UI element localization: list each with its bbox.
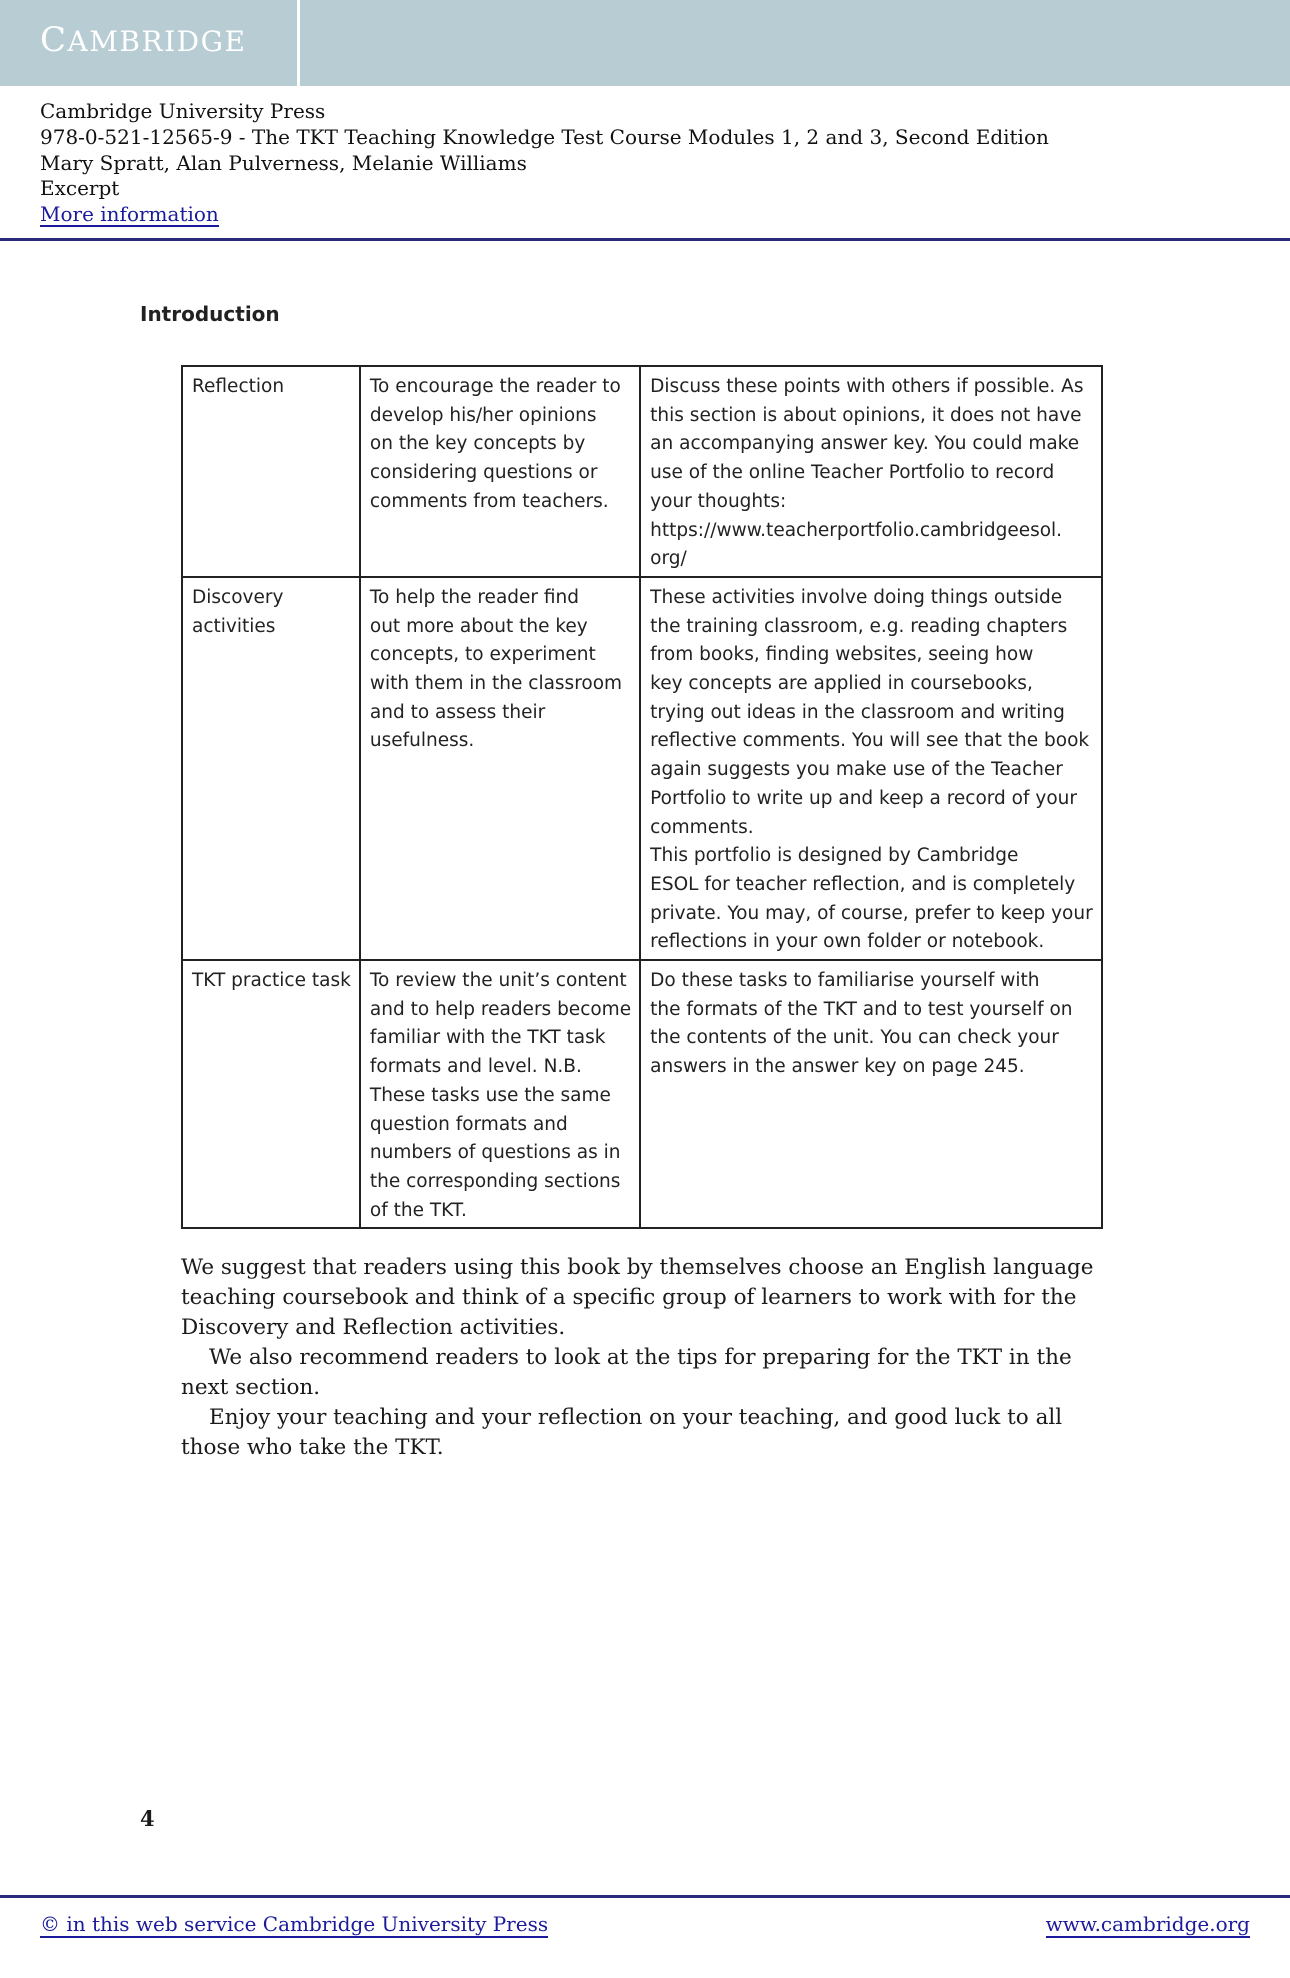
cell-text-line: To help the reader find	[369, 586, 580, 608]
cell-text-line: and to assess their	[369, 701, 546, 723]
paragraph-2: We also recommend readers to look at the tips for preparing for the TKT in the next section.	[181, 1345, 1072, 1400]
features-table	[181, 365, 1103, 1229]
body-text	[181, 1253, 1101, 1463]
table-row	[182, 960, 1102, 1228]
cell-text-line: ESOL for teacher reflection, and is completely	[650, 873, 1076, 895]
cell-text-line: use of the online Teacher Portfolio to record	[650, 462, 1055, 484]
isbn-title: 978-0-521-12565-9 - The TKT Teaching Knowledge Test Course Modules 1, 2 and 3, Second Edition	[40, 124, 1049, 149]
cell-text-line: considering questions or	[369, 462, 598, 484]
cell-text-line: out more about the key	[369, 615, 588, 637]
cell-text-line: the training classroom, e.g. reading chapters	[650, 615, 1068, 637]
authors: Mary Spratt, Alan Pulverness, Melanie Williams	[40, 150, 527, 175]
cell-text-line: Portfolio to write up and keep a record of your	[650, 787, 1077, 809]
cell-text-line: Do these tasks to familiarise yourself with	[650, 970, 1040, 992]
cell-text-line: the contents of the unit. You can check your	[650, 1027, 1059, 1049]
cell-text-line: question formats and	[369, 1113, 568, 1135]
section-heading: Introduction	[140, 302, 280, 326]
cell-text-line: with them in the classroom	[369, 673, 623, 695]
publisher-name: Cambridge University Press	[40, 99, 326, 123]
cell-text-line: TKT practice task	[192, 970, 351, 992]
cell-text-line: this section is about opinions, it does not have	[650, 404, 1082, 426]
header-banner	[0, 0, 1290, 86]
cell-text-line: comments.	[650, 816, 754, 838]
cell-text-line: and to help readers become	[369, 998, 632, 1020]
cell-text-line: reflective comments. You will see that the book	[650, 730, 1090, 752]
feature-purpose-cell	[360, 960, 640, 1228]
cell-text-line: key concepts are applied in coursebooks,	[650, 673, 1033, 695]
cell-text-line: numbers of questions as in	[369, 1142, 621, 1164]
cell-text-line: org/	[650, 548, 687, 570]
page-number: 4	[140, 1806, 155, 1831]
table-row	[182, 577, 1102, 960]
footer-rule	[0, 1895, 1290, 1898]
cell-text-line: an accompanying answer key. You could make	[650, 433, 1080, 455]
cell-text-line: Reflection	[192, 376, 285, 397]
feature-purpose-cell	[360, 577, 640, 960]
cell-text-line: trying out ideas in the classroom and writing	[650, 701, 1065, 723]
header-rule	[0, 238, 1290, 241]
paragraph-3: Enjoy your teaching and your reflection on your teaching, and good luck to all those who take the TKT.	[181, 1405, 1063, 1460]
banner-divider	[297, 0, 300, 86]
cell-text-line: Discuss these points with others if possible. As	[650, 376, 1084, 397]
website-link[interactable]: www.cambridge.org	[1045, 1912, 1250, 1936]
cell-text-line: comments from teachers.	[369, 490, 609, 512]
cell-text-line: https://www.teacherportfolio.cambridgeesol.	[650, 519, 1063, 541]
cell-text-line: of the TKT.	[369, 1199, 467, 1221]
cell-text-line: These activities involve doing things outside	[650, 586, 1063, 608]
cell-text-line: from books, finding websites, seeing how	[650, 644, 1034, 666]
cell-text-line: formats and level. N.B.	[369, 1056, 582, 1078]
cell-text-line: Discovery	[192, 586, 284, 608]
paragraph-1: We suggest that readers using this book by themselves choose an English language teaching coursebook and think of a specific group of learners to work with for the Discovery and Reflection activities.	[181, 1255, 1094, 1340]
cell-text-line: To review the unit’s content	[369, 970, 627, 992]
cell-text-line: These tasks use the same	[369, 1084, 611, 1106]
cell-text-line: on the key concepts by	[369, 433, 586, 455]
copyright-link[interactable]: © in this web service Cambridge University Press	[40, 1912, 549, 1936]
cell-text-line: private. You may, of course, prefer to keep your	[650, 902, 1093, 924]
feature-name-cell	[182, 366, 360, 577]
feature-notes-cell	[640, 577, 1102, 960]
cell-text-line: again suggests you make use of the Teacher	[650, 759, 1063, 781]
cell-text-line: reflections in your own folder or notebook.	[650, 931, 1045, 953]
cell-text-line: usefulness.	[369, 730, 475, 752]
cell-text-line: activities	[192, 615, 276, 637]
cell-text-line: the corresponding sections	[369, 1170, 621, 1192]
feature-notes-cell	[640, 960, 1102, 1228]
cell-text-line: familiar with the TKT task	[369, 1027, 606, 1049]
cell-text-line: your thoughts:	[650, 490, 787, 512]
cell-text-line: answers in the answer key on page 245.	[650, 1056, 1025, 1078]
cell-text-line: To encourage the reader to	[369, 376, 621, 397]
cell-text-line: concepts, to experiment	[369, 644, 596, 666]
feature-notes-cell	[640, 366, 1102, 577]
book-metadata	[40, 99, 1260, 228]
feature-name-cell	[182, 577, 360, 960]
feature-purpose-cell	[360, 366, 640, 577]
excerpt-label: Excerpt	[40, 176, 120, 201]
table-row	[182, 366, 1102, 577]
cell-text-line: This portfolio is designed by Cambridge	[650, 845, 1019, 867]
more-information-link[interactable]: More information	[40, 202, 219, 227]
cambridge-logo: CAMBRIDGE	[40, 20, 247, 60]
feature-name-cell	[182, 960, 360, 1228]
cell-text-line: develop his/her opinions	[369, 404, 597, 426]
cell-text-line: the formats of the TKT and to test yourself on	[650, 998, 1073, 1020]
